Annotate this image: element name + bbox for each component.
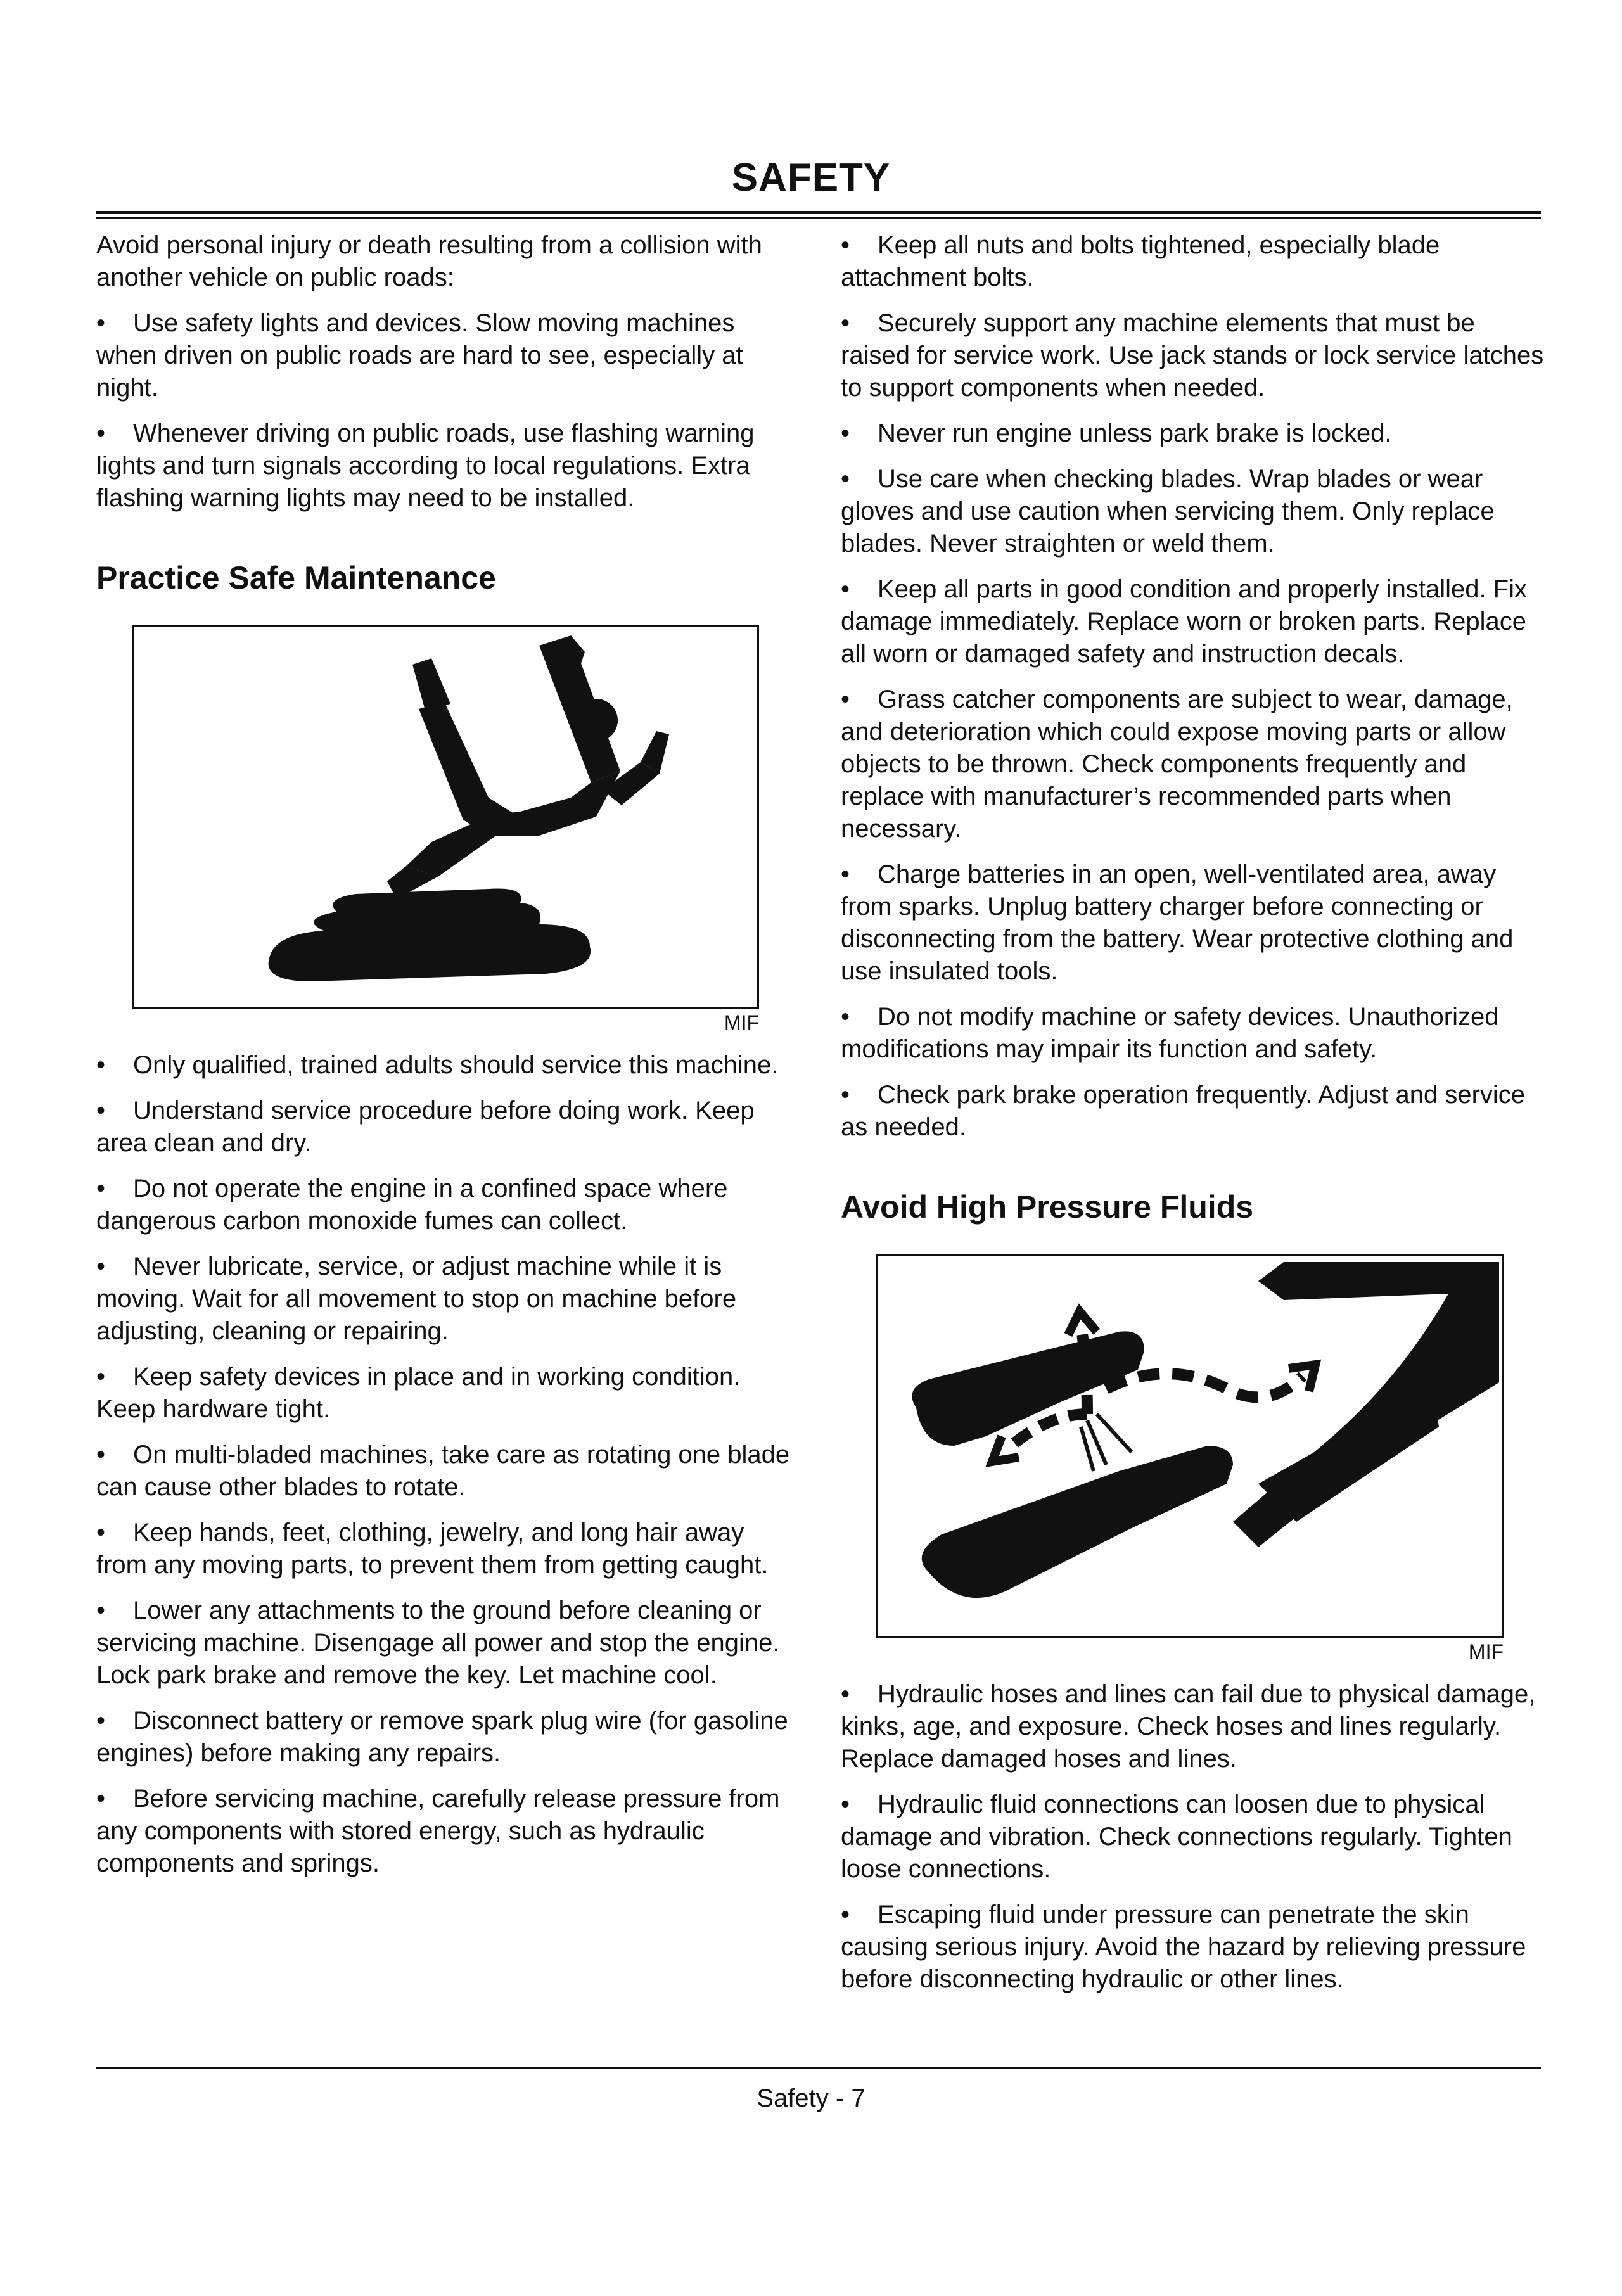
- footer-rule: [96, 2067, 1541, 2069]
- list-item: • Understand service procedure before doing work. Keep area clean and dry.: [96, 1097, 755, 1157]
- list-item: • Before servicing machine, carefully release pressure from any components with stored energy, such as hydraulic components and springs.: [96, 1785, 780, 1877]
- header-rule-bottom: [96, 217, 1541, 219]
- list-item: • Never lubricate, service, or adjust machine while it is moving. Wait for all movement to stop on machine before adjusting, cleaning or repairing.: [96, 1253, 737, 1345]
- list-item: • Escaping fluid under pressure can penetrate the skin causing serious injury. Avoid the hazard by relieving pressure before disconnecting hydraulic or other lines.: [841, 1901, 1526, 1993]
- list-item: • Grass catcher components are subject to wear, damage, and deterioration which could expose moving parts or allow objects to be thrown. Check components frequently and replace with manufacturer’s recommended parts when necessary.: [841, 686, 1513, 843]
- list-item: • Keep all parts in good condition and properly installed. Fix damage immediately. Replace worn or broken parts. Replace all worn or damaged safety and instruction decals.: [841, 575, 1528, 668]
- list-item: • Hydraulic hoses and lines can fail due to physical damage, kinks, age, and exposure. Check hoses and lines regularly. Replace damaged hoses and lines.: [841, 1680, 1536, 1773]
- list-item: • Disconnect battery or remove spark plug wire (for gasoline engines) before making any repairs.: [96, 1707, 788, 1767]
- list-item: • Charge batteries in an open, well-ventilated area, away from sparks. Unplug battery charger before connecting or disconnecting from the battery. Wear protective clothing and use insulated tools.: [841, 860, 1514, 985]
- figure-label: MIF: [724, 1011, 759, 1034]
- left-column: [96, 229, 800, 1893]
- list-item: • Lower any attachments to the ground before cleaning or servicing machine. Disengage all power and stop the engine. Lock park brake and remove the key. Let machine cool.: [96, 1597, 780, 1689]
- list-item: • Use care when checking blades. Wrap blades or wear gloves and use caution when servicing them. Only replace blades. Never straighten or weld them.: [841, 465, 1495, 558]
- figure-label: MIF: [1468, 1640, 1504, 1663]
- road-intro: Avoid personal injury or death resulting from a collision with another vehicle on public roads:: [96, 231, 762, 291]
- page-title: SAFETY: [731, 156, 891, 200]
- pressure-fluid-illustration: [878, 1256, 1502, 1636]
- list-item: • Keep all nuts and bolts tightened, especially blade attachment bolts.: [841, 231, 1440, 291]
- list-item: • Do not modify machine or safety devices. Unauthorized modifications may impair its function and safety.: [841, 1003, 1499, 1063]
- section-heading-fluids: Avoid High Pressure Fluids: [841, 1189, 1254, 1225]
- list-item: • Do not operate the engine in a confined space where dangerous carbon monoxide fumes can collect.: [96, 1175, 728, 1235]
- page-footer: Safety - 7: [757, 2084, 865, 2112]
- road-bullet-list: [96, 307, 800, 514]
- maintenance-bullet-list-continued: [841, 229, 1544, 1144]
- right-column: [841, 229, 1544, 2009]
- list-item: • Hydraulic fluid connections can loosen due to physical damage and vibration. Check connections regularly. Tighten loose connections.: [841, 1790, 1512, 1883]
- maintenance-bullet-list: [96, 1049, 800, 1880]
- list-item: • Keep hands, feet, clothing, jewelry, and long hair away from any moving parts, to prevent them from getting caught.: [96, 1519, 769, 1579]
- high-pressure-fluid-hazard-icon: [876, 1254, 1504, 1638]
- hydraulic-bullet-list: [841, 1678, 1544, 1996]
- slip-fall-illustration: [134, 627, 757, 1007]
- list-item: • Only qualified, trained adults should service this machine.: [96, 1051, 779, 1079]
- list-item: • Check park brake operation frequently. Adjust and service as needed.: [841, 1081, 1526, 1141]
- list-item: • Use safety lights and devices. Slow moving machines when driven on public roads are hard to see, especially at night.: [96, 309, 743, 402]
- section-heading-maintenance: Practice Safe Maintenance: [96, 560, 496, 596]
- list-item: • Keep safety devices in place and in working condition. Keep hardware tight.: [96, 1363, 741, 1423]
- slip-fall-hazard-icon: [132, 625, 759, 1009]
- list-item: • Securely support any machine elements that must be raised for service work. Use jack stands or lock service latches to support components when needed.: [841, 309, 1544, 402]
- list-item: • Never run engine unless park brake is locked.: [841, 419, 1392, 447]
- list-item: • Whenever driving on public roads, use flashing warning lights and turn signals according to local regulations. Extra flashing warning lights may need to be installed.: [96, 419, 755, 512]
- list-item: • On multi-bladed machines, take care as rotating one blade can cause other blades to rotate.: [96, 1441, 790, 1501]
- header-rule-top: [96, 211, 1541, 214]
